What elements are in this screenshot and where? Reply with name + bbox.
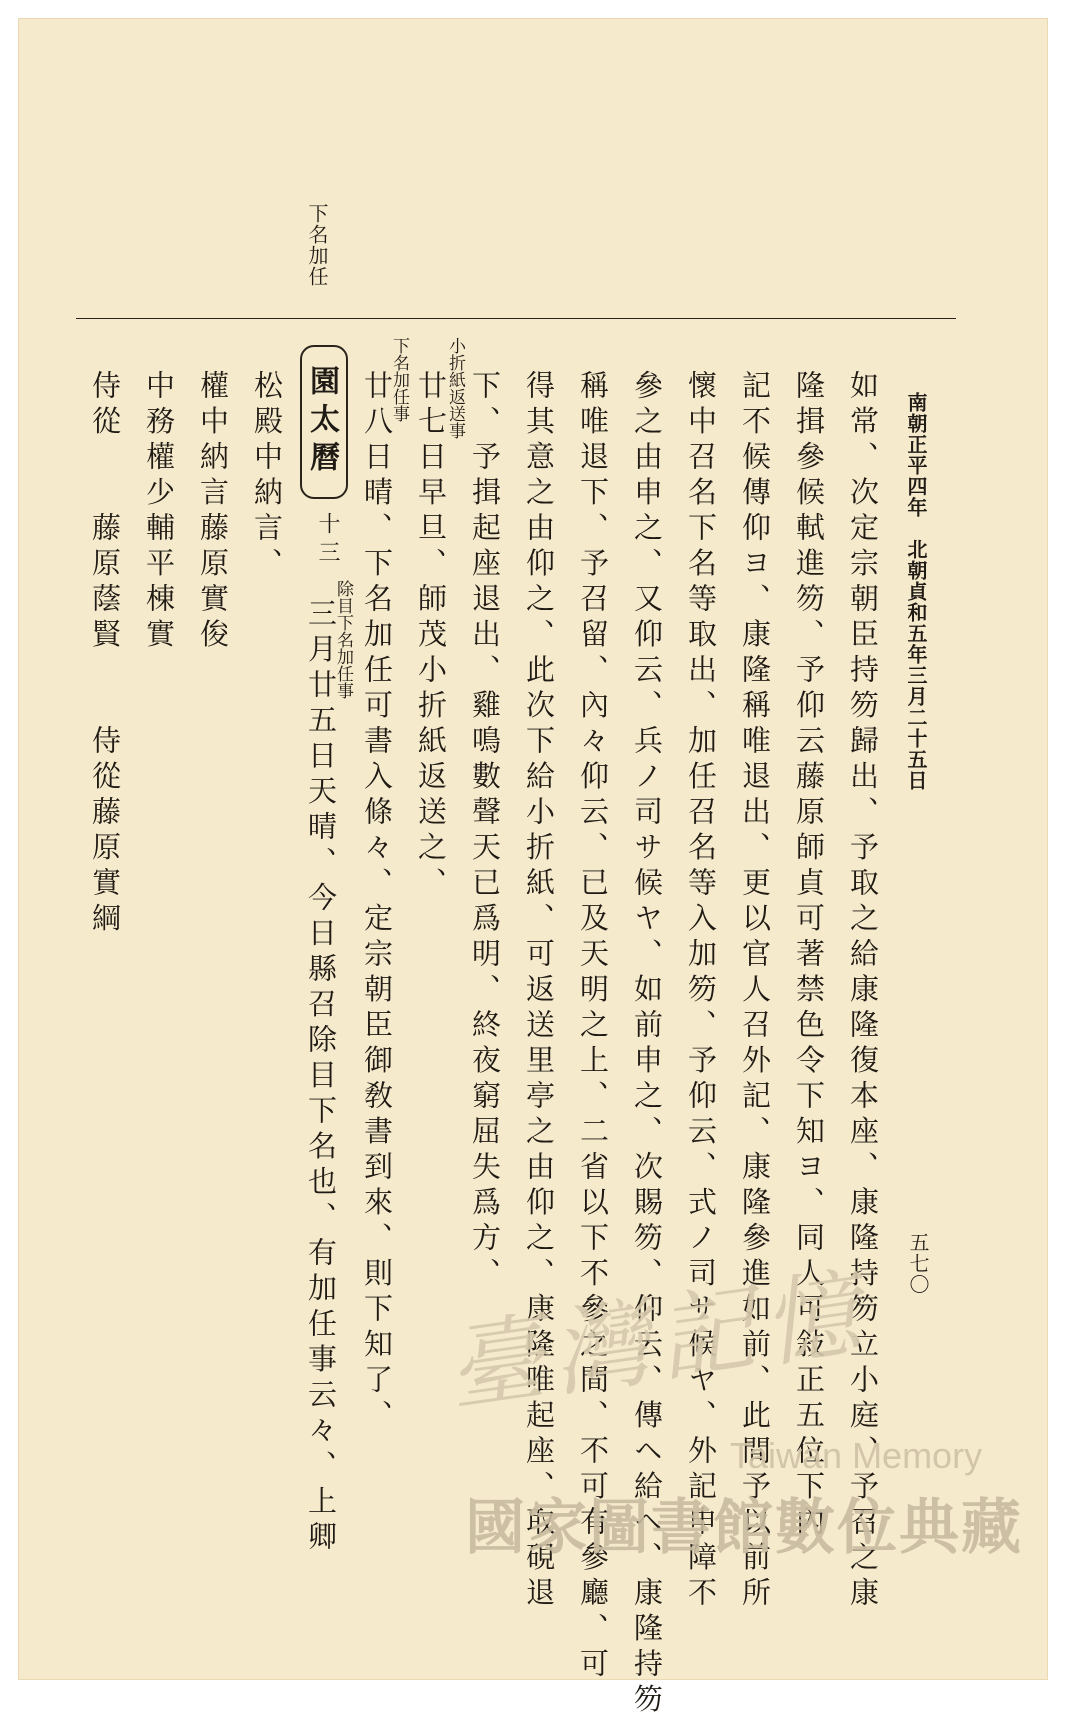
margin-note-koori: 小折紙返送事: [445, 337, 465, 439]
horizontal-rule: [76, 318, 956, 319]
body-column-4: 懷中召名下名等取出、加任召名等入加笏、予仰云、式ノ司サ候ヤ、外記申障不: [684, 370, 718, 1613]
watermark-chinese: 國家圖書館數位典藏: [465, 1493, 1023, 1563]
body-column-8: 下、予揖起座退出、雞鳴數聲天已爲明、終夜窮屈失爲方、: [468, 370, 502, 1293]
official-munezane: 中務權少輔平棟實: [142, 370, 176, 654]
margin-note-kamei-28: 下名加任事: [389, 337, 409, 422]
body-column-3: 記不候傳仰ヨ、康隆稱唯退出、更以官人召外記、康隆參進如前、此間予以前所: [738, 370, 772, 1613]
entry-27th: 廿七日早旦、師茂小折紙返送之、: [414, 370, 448, 903]
header-era-date: 南朝正平四年 北朝貞和五年三月二十五日: [904, 392, 928, 791]
page-number: 五七〇: [906, 1232, 930, 1295]
watermark-english: Taiwan Memory: [730, 1435, 983, 1476]
entry-march-25: 三月廿五日天晴、今日縣召除目下名也、有加任事云々、上卿: [304, 598, 338, 1557]
official-matsudono: 松殿中納言、: [250, 370, 284, 583]
body-column-5: 參之由申之、又仰云、兵ノ司サ候ヤ、如前申之、次賜笏、仰云、傳ヘ給ヘ、康隆持笏: [630, 370, 664, 1719]
margin-note-jimoku: 除目下名加任事: [333, 580, 353, 699]
volume-number: 十三: [315, 512, 340, 569]
body-column-2: 隆揖參候軾進笏、予仰云藤原師貞可著禁色令下知ヨ、同人可敍正五位下內: [792, 370, 826, 1542]
entry-28th: 廿八日晴、下名加任可書入條々、定宗朝臣御敎書到來、則下知了、: [360, 370, 394, 1435]
margin-note-kamei: 下名加任: [305, 203, 329, 287]
body-column-7: 得其意之由仰之、此次下給小折紙、可返送里亭之由仰之、康隆唯起座、取硯退: [522, 370, 556, 1613]
official-sanetoshi: 權中納言藤原實俊: [196, 370, 230, 654]
body-column-1: 如常、次定宗朝臣持笏歸出、予取之給康隆復本座、康隆持笏立小庭、予召之康: [846, 370, 880, 1613]
watermark-script: 臺灣記憶: [440, 1255, 876, 1426]
official-jiju: 侍從 藤原蔭賢 侍從藤原實綱: [88, 370, 122, 938]
source-title: 園太曆: [304, 365, 339, 479]
body-column-6: 稱唯退下、予召留、內々仰云、已及天明之上、二省以下不參之間、不可有參廳、可: [576, 370, 610, 1684]
